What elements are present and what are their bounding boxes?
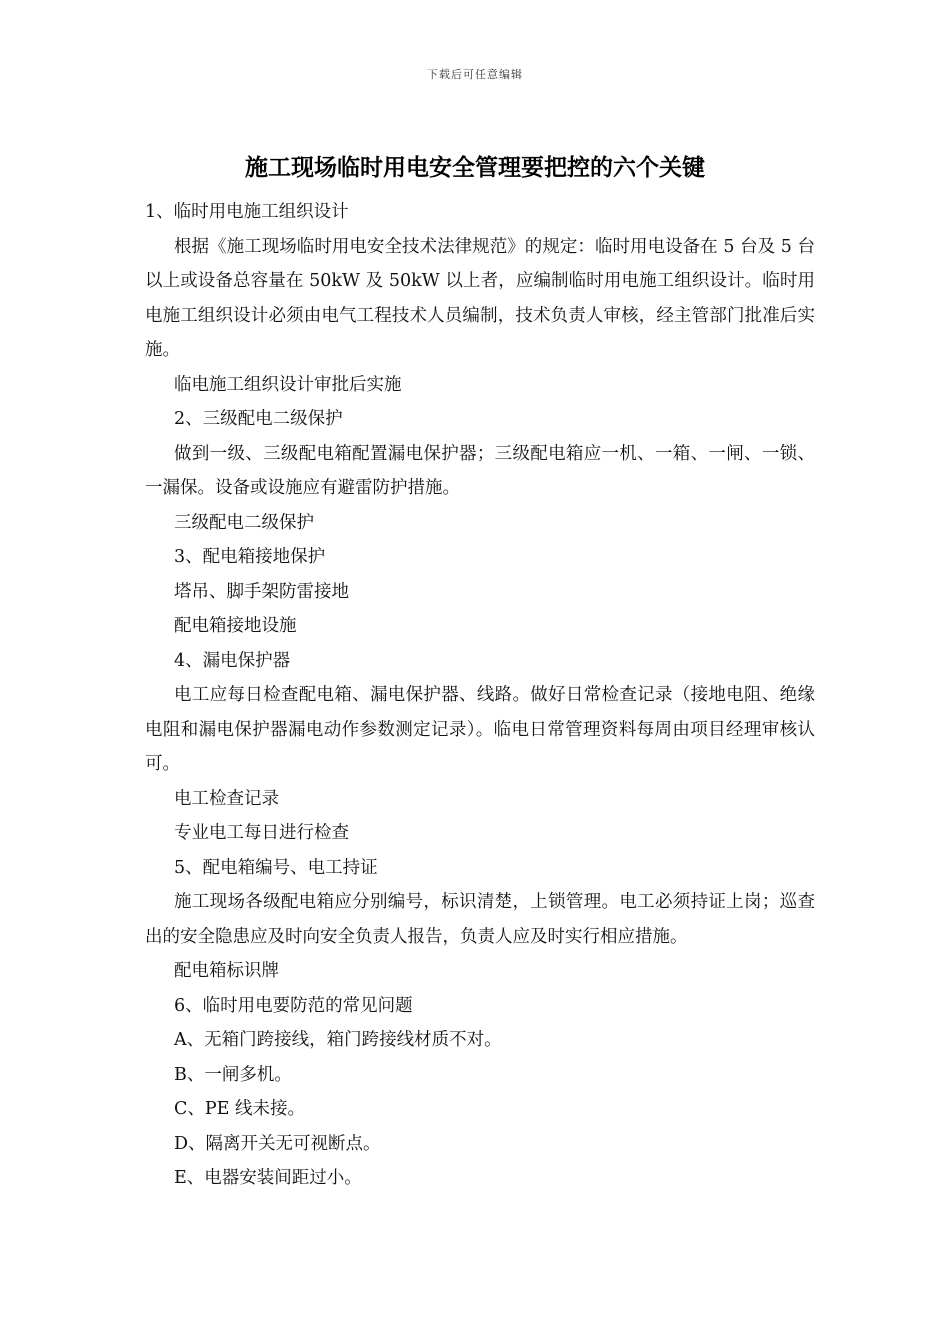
list-item: C、PE 线未接。 — [174, 1099, 306, 1119]
paragraph: 施工现场各级配电箱应分别编号，标识清楚，上锁管理。电工必须持证上岗；巡查出的安全隐患应及时向安全负责人报告，负责人应及时实行相应措施。 — [145, 892, 815, 947]
caption: 配电箱标识牌 — [174, 961, 279, 981]
caption: 塔吊、脚手架防雷接地 — [174, 581, 349, 602]
section-heading-3: 3、配电箱接地保护 — [174, 547, 326, 567]
list-item: B、一闸多机。 — [174, 1064, 292, 1085]
caption: 三级配电二级保护 — [174, 512, 314, 533]
section-heading-5: 5、配电箱编号、电工持证 — [174, 857, 378, 878]
caption: 专业电工每日进行检查 — [174, 823, 349, 843]
header-note: 下载后可任意编辑 — [427, 68, 523, 81]
document-body — [145, 195, 815, 1196]
paragraph: 电工应每日检查配电箱、漏电保护器、线路。做好日常检查记录（接地电阻、绝缘电阻和漏电保护器漏电动作参数测定记录）。临电日常管理资料每周由项目经理审核认可。 — [145, 685, 815, 774]
caption: 配电箱接地设施 — [174, 616, 297, 636]
paragraph: 根据《施工现场临时用电安全技术法律规范》的规定：临时用电设备在 5 台及 5 台以上或设备总容量在 50kW 及 50kW 以上者，应编制临时用电施工组织设计。临时用电施工组织设计必须由电气工程技术人员编制，技术负责人审核，经主管部门批准后实施。 — [145, 236, 815, 360]
section-heading-6: 6、临时用电要防范的常见问题 — [174, 995, 413, 1016]
caption: 临电施工组织设计审批后实施 — [174, 374, 402, 395]
section-heading-4: 4、漏电保护器 — [174, 650, 291, 671]
list-item: D、隔离开关无可视断点。 — [174, 1133, 381, 1154]
caption: 电工检查记录 — [174, 788, 279, 809]
list-item: E、电器安装间距过小。 — [174, 1168, 362, 1188]
document-title: 施工现场临时用电安全管理要把控的六个关键 — [245, 155, 705, 181]
section-heading-2: 2、三级配电二级保护 — [174, 409, 343, 429]
section-heading-1: 1、临时用电施工组织设计 — [145, 202, 349, 222]
paragraph: 做到一级、三级配电箱配置漏电保护器；三级配电箱应一机、一箱、一闸、一锁、一漏保。设备或设施应有避雷防护措施。 — [145, 443, 815, 498]
list-item: A、无箱门跨接线，箱门跨接线材质不对。 — [174, 1030, 502, 1050]
